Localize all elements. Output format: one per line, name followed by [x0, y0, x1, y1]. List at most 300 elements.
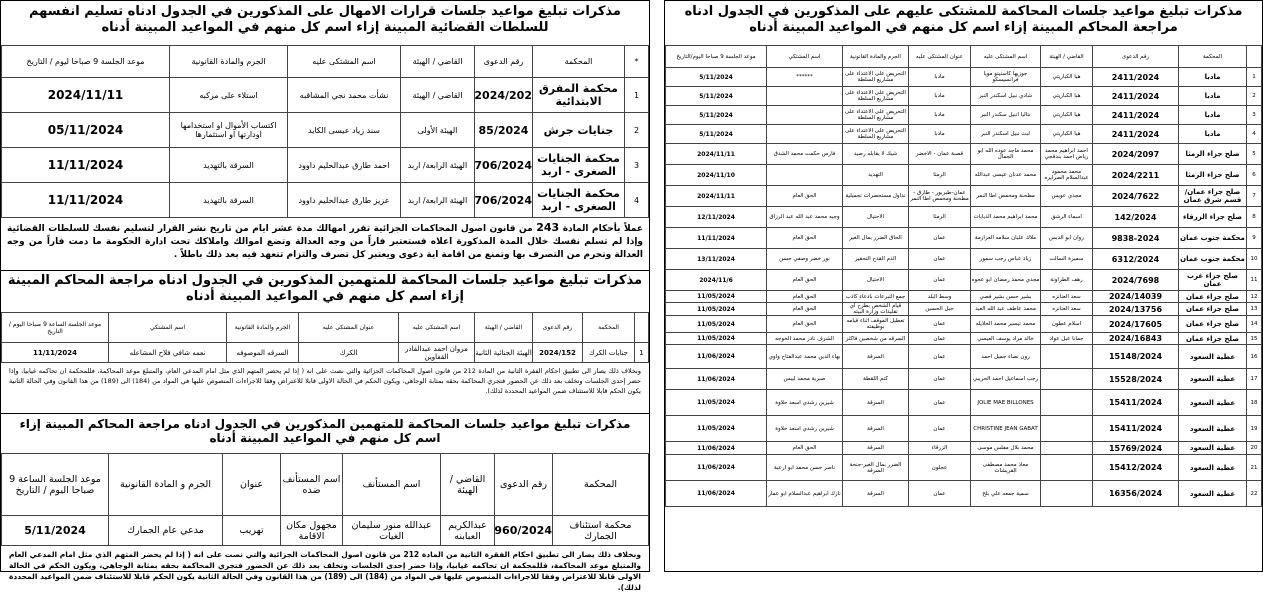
table-cell: عمان	[909, 390, 971, 416]
table-cell: 6312/2024	[1093, 249, 1179, 270]
table-cell: استلاء على مركبه	[170, 78, 288, 113]
table-cell: جوزيها كاسنيتو مويا فرانسيسكو	[971, 68, 1041, 87]
table-cell: 11/11/2024	[2, 183, 170, 218]
table-cell: شادي نبيل اسكندر النبر	[971, 87, 1041, 106]
table-cell: 706/2024	[475, 183, 533, 218]
table-row	[666, 291, 1262, 303]
table-cell: اكتساب الأموال او استخدامها اودارتها او استثمارها	[170, 113, 288, 148]
table-cell: صلح جزاء عمان	[1179, 291, 1247, 303]
table-header: اسم المشتكي	[767, 46, 843, 68]
table-cell: نور خضر وصفي حسن	[767, 249, 843, 270]
table-row	[666, 165, 1262, 186]
table-cell: عطية السعود	[1179, 481, 1247, 507]
s3-title: مذكرات تبليغ مواعيد جلسات المحاكمة للمتهمين المذكورين في الجدول ادناه مراجعة المحاكم المبينة إزاء اسم كل منهم في المواعيد المبينة أدناه	[1, 413, 649, 453]
table-header: المحكمة	[533, 46, 625, 78]
table-cell: ملاك عليان سلامه العزازمة	[971, 228, 1041, 249]
table-cell: عطية السعود	[1179, 390, 1247, 416]
table-cell: 15411/2024	[1093, 390, 1179, 416]
table-cell	[1041, 442, 1093, 455]
table-cell: عبدالله منور سليمان الغيات	[343, 516, 441, 546]
table-header: المحكمة	[1179, 46, 1247, 68]
table-cell: 2411/2024	[1093, 68, 1179, 87]
table-cell: الحق العام	[767, 303, 843, 316]
table-cell	[767, 165, 843, 186]
table-cell: 2411/2024	[1093, 87, 1179, 106]
table-cell: الهيئة الرابعة/ اربد	[401, 148, 475, 183]
table-header: الجرم و المادة القانونية	[109, 454, 223, 516]
table-cell: القاضي / الهيئة	[401, 78, 475, 113]
table-header: الجرم والمادة القانونية	[170, 46, 288, 78]
table-cell: رون نصاء جميل احمد	[971, 345, 1041, 369]
table-cell: عمان	[909, 316, 971, 333]
table-cell: 2024/11/6	[666, 270, 767, 291]
table-header: رقم الدعوى	[533, 313, 583, 343]
table-cell: جبل الحسين	[909, 303, 971, 316]
table-cell: مادبا	[1179, 68, 1247, 87]
table-cell: سعد العنانزه	[1041, 303, 1093, 316]
table-cell: محمد عاطف عبد الله العيد	[971, 303, 1041, 316]
table-cell: عطية السعود	[1179, 416, 1247, 442]
table-header: رقم الدعوى	[475, 46, 533, 78]
table-cell: JOLIE MAE BILLONES	[971, 390, 1041, 416]
table-row	[2, 516, 649, 546]
table-cell: 2024/11/11	[2, 78, 170, 113]
table-cell: نازك ابراهيم عبدالسلام ابو عمار	[767, 481, 843, 507]
table-cell: جنايات جرش	[533, 113, 625, 148]
table-row	[666, 228, 1262, 249]
table-cell: وسط البلد	[909, 291, 971, 303]
table-cell: عطية السعود	[1179, 345, 1247, 369]
table-cell: 960/2024	[495, 516, 553, 546]
table-cell: شيك لا يقابله رصيد	[843, 144, 909, 165]
table-cell: صبرية محمد ليبس	[767, 369, 843, 390]
table-cell: نشأت محمد نجي المشاقبه	[288, 78, 401, 113]
table-cell	[1041, 390, 1093, 416]
table-cell: صلح جزاء الرمثا	[1179, 165, 1247, 186]
table-cell: مطحنة ومحمص اطا النمر	[971, 186, 1041, 207]
table-cell: تعطيل الموقف اثناء قيامه بوظيفته	[843, 316, 909, 333]
table-cell: مادبا	[1179, 106, 1247, 125]
table-cell: 18	[1247, 390, 1262, 416]
table-cell: الهيئة الرابعة/ اربد	[401, 183, 475, 218]
table-row	[2, 343, 649, 363]
table-cell: 14	[1247, 316, 1262, 333]
table-cell: 11/11/2024	[2, 343, 109, 363]
table-cell: اسلام عطون	[1041, 316, 1093, 333]
table-cell: 5/11/2024	[666, 68, 767, 87]
table-cell: جنايات الكرك	[583, 343, 635, 363]
table-cell: 2024/16843	[1093, 333, 1179, 345]
table-row	[2, 183, 649, 218]
table-cell: رجب اسماعيل احمد الحريبي	[971, 369, 1041, 390]
table-header: موعد الجلسة الساعة 9 صباحا اليوم / التاريخ	[2, 454, 109, 516]
table-row	[666, 303, 1262, 316]
table-header: اسم المشتكي	[109, 313, 227, 343]
table-cell: عمان	[909, 369, 971, 390]
table-header: موعد الجلسة 9 صباحا ليوم / التاريخ	[2, 46, 170, 78]
table-cell: خالد مراد يوسف العيسي	[971, 333, 1041, 345]
table-cell: مادبا	[909, 87, 971, 106]
table-cell: 5/11/2024	[2, 516, 109, 546]
table-header: القاضي / الهيئة	[1041, 46, 1093, 68]
table-cell: مادبا	[909, 125, 971, 144]
table-cell: نعمه شافي فلاح المشاعله	[109, 343, 227, 363]
table-cell: 2411/2024	[1093, 125, 1179, 144]
table-cell: 4	[625, 183, 649, 218]
table-cell: قيام الشخص بطرح اي تقليدات وزارة البيئه	[843, 303, 909, 316]
table-header: عنوان المشتكى عليه	[909, 46, 971, 68]
table-cell: مادبا	[909, 106, 971, 125]
table-header: عنوان	[223, 454, 281, 516]
table-cell: 21	[1247, 455, 1262, 481]
table-row	[666, 369, 1262, 390]
table-row	[666, 270, 1262, 291]
table-header: المحكمة	[553, 454, 649, 516]
table-cell: 11/11/2024	[2, 148, 170, 183]
table-cell: محكمة استئناف الجمارك	[553, 516, 649, 546]
table-cell: عمان	[909, 416, 971, 442]
table-cell: 9838-2024	[1093, 228, 1179, 249]
table-cell: كتم اللقطة	[843, 369, 909, 390]
table-cell: التحريض على الاعتداء على مشاريع السلطة	[843, 87, 909, 106]
table-header: اسم المستأنف ضده	[281, 454, 343, 516]
table-cell: فارس حكمت محمد الشدق	[767, 144, 843, 165]
table-cell: 2411/2024	[1093, 106, 1179, 125]
table-cell: الذم القدح التحقير	[843, 249, 909, 270]
table-row	[666, 390, 1262, 416]
table-header: اسم المشتكى عليه	[971, 46, 1041, 68]
table-cell: 1	[1247, 68, 1262, 87]
table-cell: 11/11/2024	[666, 228, 767, 249]
right-notice-panel	[664, 0, 1263, 572]
table-cell: 15528/2024	[1093, 369, 1179, 390]
table-cell: هيا الكباريتي	[1041, 125, 1093, 144]
table-cell: 2024/2211	[1093, 165, 1179, 186]
table-cell: تداول مستحضرات تجميلية	[843, 186, 909, 207]
table-cell: 2	[625, 113, 649, 148]
table-cell: 2024/7622	[1093, 186, 1179, 207]
table-cell: 2024/7698	[1093, 270, 1179, 291]
table-cell	[1041, 416, 1093, 442]
table-cell: جمع التبرعات بادعاء كاذب	[843, 291, 909, 303]
table-cell: 11/06/2024	[666, 442, 767, 455]
table-cell	[1041, 455, 1093, 481]
table-cell: 2	[1247, 87, 1262, 106]
table-cell: 15148/2024	[1093, 345, 1179, 369]
table-cell: صلح جزاء الرمثا	[1179, 144, 1247, 165]
table-cell: 2024/11/11	[666, 186, 767, 207]
s3-table	[1, 453, 649, 546]
table-cell: الحق العام	[767, 228, 843, 249]
table-header: المحكمة	[583, 313, 635, 343]
table-cell: عزيز طارق عبدالحليم داوود	[288, 183, 401, 218]
table-cell: محكمة المفرق الابتدائية	[533, 78, 625, 113]
table-cell: 19	[1247, 416, 1262, 442]
table-cell: التحريض على الاعتداء على مشاريع السلطة	[843, 68, 909, 87]
table-cell: 2024/152	[533, 343, 583, 363]
table-row	[666, 333, 1262, 345]
table-cell: صلح جزاء الزرقاء	[1179, 207, 1247, 228]
s1-title: مذكرات تبليغ مواعيد جلسات قرارات الامهال على المذكورين في الجدول ادناه تسليم انفسهم للسلطات القضائية المبينة إزاء اسم كل منهم في المواعيد المبينة أدناه	[28, 4, 621, 35]
table-cell: مادبا	[1179, 125, 1247, 144]
table-cell: 5/11/2024	[666, 106, 767, 125]
table-cell: عمان	[909, 249, 971, 270]
table-cell: 85/2024	[475, 113, 533, 148]
table-cell: السرقه الموصوفه	[227, 343, 299, 363]
table-cell: هيا الكباريتي	[1041, 87, 1093, 106]
table-header: رقم الدعوى	[1093, 46, 1179, 68]
s1-para-article: 243	[536, 221, 560, 234]
table-cell: وجيه محمد عبد الله عبد الرزاق	[767, 207, 843, 228]
table-cell: 12/11/2024	[666, 207, 767, 228]
table-cell: 11/05/2024	[666, 333, 767, 345]
table-cell: 17	[1247, 369, 1262, 390]
table-cell: 11/06/2024	[666, 455, 767, 481]
table-header	[635, 313, 649, 343]
table-cell: محمد بلال مفلس موسى	[971, 442, 1041, 455]
table-cell: 16	[1247, 345, 1262, 369]
table-cell: الرمثا	[909, 165, 971, 186]
table-cell: معاذ محمد مصطفى القريشات	[971, 455, 1041, 481]
table-cell: 15	[1247, 333, 1262, 345]
table-cell: الزرقاء	[909, 442, 971, 455]
table-row	[666, 249, 1262, 270]
table-cell: السرقة	[843, 442, 909, 455]
table-cell: مجدي محمد رمضان ابو عجوه	[971, 270, 1041, 291]
table-cell: 2024/202	[475, 78, 533, 113]
table-cell: محمد محمود عبدالسلام الصرايره	[1041, 165, 1093, 186]
table-cell: التحريض على الاعتداء على مشاريع السلطة	[843, 125, 909, 144]
table-row	[2, 78, 649, 113]
table-cell: 1	[625, 78, 649, 113]
table-cell: 11/06/2024	[666, 481, 767, 507]
table-cell: الحاق الضرر بمال الغير	[843, 228, 909, 249]
table-cell: لبث نبيل اسكندر النبر	[971, 125, 1041, 144]
table-cell: 15412/2024	[1093, 455, 1179, 481]
table-cell: شيرين رشدي اسعد حلاوة	[767, 390, 843, 416]
table-cell	[767, 87, 843, 106]
s2-notice-paragraph: وبخلاف ذلك يصار الى تطبيق احكام الفقرة الثانية من المادة 212 من قانون اصول المحاكمات الجزائية والتي نصت على انه ( إذا لم يحضر المتهم الذي مثل امام المدعي العام، والمتبلغ موعد المحاكمة، فللمحكمة ان تحاكمه غيابيا، وإذا حضر إحدى الجلسات وتخلف بعد ذلك عن الحضور فتجري المحاكمة بحقه بمثابة الوجاهي، ويكون الحكم في الحالة الاولى قابلا للاعتراض وفقا للاجراءات المنصوص عليها في المواد من (184) الى (189) من هذا القانون وفي الحالة الثانية يكون الحكم قابلا للاستئناف ضمن المواعيد المحددة لذلك).	[9, 367, 641, 395]
table-cell: الشرف نادر محمد الخوجه	[767, 333, 843, 345]
table-cell	[767, 106, 843, 125]
s1-para-pre: عملاً بأحكام المادة	[559, 224, 643, 234]
table-header: عنوان المشتكى عليه	[299, 313, 399, 343]
table-cell: 15411/2024	[1093, 416, 1179, 442]
table-cell: رهف الطراونة	[1041, 270, 1093, 291]
table-cell: عمان	[909, 481, 971, 507]
table-cell: عمان	[909, 333, 971, 345]
table-cell: سند زياد عيسى الكايد	[288, 113, 401, 148]
table-cell: جمانا عبل عواد	[1041, 333, 1093, 345]
s2-title: مذكرات تبليغ مواعيد جلسات المحاكمة للمتهمين المذكورين في الجدول ادناه مراجعة المحاكم المبينة إزاء اسم كل منهم في المواعيد المبينة أدناه	[1, 270, 649, 312]
table-cell: التحريض على الاعتداء على مشاريع السلطة	[843, 106, 909, 125]
table-header: رقم الدعوى	[495, 454, 553, 516]
table-cell: محكمة الجنايات الصغرى - اربد	[533, 148, 625, 183]
table-cell: مادبا	[1179, 87, 1247, 106]
table-cell: شيرين رشدي اسعد حلاوة	[767, 416, 843, 442]
table-cell: الرمثا	[909, 207, 971, 228]
table-cell: محمد تيسير محمد الخلايله	[971, 316, 1041, 333]
table-cell	[1041, 481, 1093, 507]
table-cell: السرقة بالتهديد	[170, 183, 288, 218]
table-header: القاضي / الهيئة	[401, 46, 475, 78]
table-cell: سعد العنانزه	[1041, 291, 1093, 303]
table-cell: صلح جزاء عمان	[1179, 333, 1247, 345]
table-cell: ناصر حسن محمد ابو ارعية	[767, 455, 843, 481]
table-cell: 2024/14039	[1093, 291, 1179, 303]
table-cell: 05/11/2024	[2, 113, 170, 148]
table-cell: 11/05/2024	[666, 303, 767, 316]
right-title: مذكرات تبليغ مواعيد جلسات المحاكمة للمشتكى عليهم على المذكورين في الجدول ادناه مراجعة المحاكم المبينة إزاء اسم كل منهم في المواعيد المبينة أدناه	[684, 4, 1243, 35]
table-row	[666, 144, 1262, 165]
table-cell: الحق العام	[767, 316, 843, 333]
table-cell: الاحتيال	[843, 207, 909, 228]
table-cell: 142/2024	[1093, 207, 1179, 228]
table-cell: الحق العام	[767, 291, 843, 303]
table-cell: مدعي عام الجمارك	[109, 516, 223, 546]
table-cell: محكمة جنوب عمان	[1179, 249, 1247, 270]
table-cell: 20	[1247, 442, 1262, 455]
table-cell: السرقه من شخصين فاكثر	[843, 333, 909, 345]
table-header: القاضي / الهيئة	[475, 313, 533, 343]
table-row	[666, 455, 1262, 481]
table-header: الجرم والمادة القانونية	[227, 313, 299, 343]
table-cell: 6	[1247, 165, 1262, 186]
s1-para-post: من قانون اصول المحاكمات الجزائية تقرر امهالك مدة عشر ايام من تاريخ نشر القرار لتسليم نفسك للسلطات القضائية وإذا لم تسلم نفسك خلال المدة المذكورة اعلاه فستعتبر فاراً من وجه العدالة وتضع اموالك واملاكك تحت ادارة الحكومة ما دمت فاراً من وجه العدالة وتحرم من التصرف بها وتمنع من اقامة اية دعوى ويعتبر كل تصرف والتزام تتعهد فيه بعد ذلك باطلاً .	[7, 224, 643, 260]
table-cell: صلح جزاء عمان	[1179, 303, 1247, 316]
table-cell: سميرة السالت	[1041, 249, 1093, 270]
table-cell	[767, 125, 843, 144]
table-cell: محمد ماجد عوده الله ابو الجمال	[971, 144, 1041, 165]
table-row	[666, 106, 1262, 125]
table-cell: 22	[1247, 481, 1262, 507]
table-cell: قصبة عمان - الاخضر	[909, 144, 971, 165]
table-cell: ******	[767, 68, 843, 87]
table-cell: تهريب	[223, 516, 281, 546]
table-cell: السرقة	[843, 390, 909, 416]
table-cell: 2024/11/10	[666, 165, 767, 186]
table-header: الجرم والمادة القانونية	[843, 46, 909, 68]
table-cell: الهيئة الأولى	[401, 113, 475, 148]
table-cell: السرقة	[843, 481, 909, 507]
s1-table	[1, 45, 649, 218]
table-cell: 11	[1247, 270, 1262, 291]
table-header	[1247, 46, 1262, 68]
table-cell: 5	[1247, 144, 1262, 165]
s1-notice-paragraph	[1, 218, 649, 270]
table-cell: زياد عباس رجب سمور	[971, 249, 1041, 270]
table-row	[2, 113, 649, 148]
table-cell: 5/11/2024	[666, 87, 767, 106]
table-cell: مروان احمد عبدالقادر القفاوين	[399, 343, 475, 363]
table-cell: 7	[1247, 186, 1262, 207]
table-cell: الحق العام	[767, 186, 843, 207]
table-cell: صلح جزاء غرب عمان	[1179, 270, 1247, 291]
table-cell: 2024/11/11	[666, 144, 767, 165]
right-table	[665, 45, 1262, 507]
table-cell: 706/2024	[475, 148, 533, 183]
table-cell	[1041, 369, 1093, 390]
table-cell: CHRISTINE JEAN GABAT	[971, 416, 1041, 442]
table-cell: التهديد	[843, 165, 909, 186]
table-header: موعد الجلسة الساعة 9 صباحا اليوم / التاريخ	[2, 313, 109, 343]
table-cell: 11/05/2024	[666, 291, 767, 303]
table-row	[666, 481, 1262, 507]
table-cell: الهيئة الجنائية الثانية	[475, 343, 533, 363]
table-cell: 11/06/2024	[666, 345, 767, 369]
table-cell: عطية السعود	[1179, 369, 1247, 390]
table-cell: 15769/2024	[1093, 442, 1179, 455]
table-cell: عمان-طبربور - طارق - مطحنة ومحمص اطا النمر	[909, 186, 971, 207]
table-cell: عمان	[909, 345, 971, 369]
table-cell: احمد طارق عبدالحليم داوود	[288, 148, 401, 183]
table-cell: 3	[1247, 106, 1262, 125]
table-cell: 10	[1247, 249, 1262, 270]
table-cell: محمد عدنان عيسى عبدالله	[971, 165, 1041, 186]
table-cell: هيا الكباريتي	[1041, 106, 1093, 125]
table-cell: 11/06/2024	[666, 369, 767, 390]
table-cell: 8	[1247, 207, 1262, 228]
table-cell: عطية السعود	[1179, 442, 1247, 455]
table-cell: 12	[1247, 291, 1262, 303]
table-row	[666, 125, 1262, 144]
table-cell: 13	[1247, 303, 1262, 316]
table-cell: 9	[1247, 228, 1262, 249]
table-cell: عمان	[909, 228, 971, 249]
table-header: *	[625, 46, 649, 78]
table-row	[666, 416, 1262, 442]
table-row	[666, 442, 1262, 455]
table-cell: سمية جمعه علي بلح	[971, 481, 1041, 507]
table-cell: عطية السعود	[1179, 455, 1247, 481]
table-row	[666, 68, 1262, 87]
table-cell: السرقة	[843, 345, 909, 369]
table-cell: الاحتيال	[843, 270, 909, 291]
table-header: اسم المستأنف	[343, 454, 441, 516]
table-cell: السرقة	[843, 416, 909, 442]
table-row	[666, 186, 1262, 207]
table-cell: 13/11/2024	[666, 249, 767, 270]
table-cell: عمان	[909, 270, 971, 291]
table-cell: مجهول مكان الاقامة	[281, 516, 343, 546]
table-cell: 2024/2097	[1093, 144, 1179, 165]
table-cell: مجدي عويس	[1041, 186, 1093, 207]
table-cell: محكمة الجنايات الصغرى - اربد	[533, 183, 625, 218]
table-cell: احمد ابراهيم محمد رياض احمد بندقجي	[1041, 144, 1093, 165]
table-cell: عبدالكريم العبابنه	[441, 516, 495, 546]
table-cell: بشير حسن بشير قصي	[971, 291, 1041, 303]
table-cell: 3	[625, 148, 649, 183]
table-cell: اسماء الرشق	[1041, 207, 1093, 228]
table-row	[666, 345, 1262, 369]
table-cell: 2024/13756	[1093, 303, 1179, 316]
table-header: القاضي / الهيئة	[441, 454, 495, 516]
table-cell: هيا الكباريتي	[1041, 68, 1093, 87]
table-cell: 4	[1247, 125, 1262, 144]
table-cell: بهاء الدين محمد عبدالفتاح واوي	[767, 345, 843, 369]
table-header: موعد الجلسة 9 صباحا اليوم/التاريخ	[666, 46, 767, 68]
table-row	[2, 148, 649, 183]
table-cell: الكرك	[299, 343, 399, 363]
table-row	[666, 87, 1262, 106]
table-cell: 5/11/2024	[666, 125, 767, 144]
table-row	[666, 316, 1262, 333]
table-cell: عجلون	[909, 455, 971, 481]
table-cell: مادبا	[909, 68, 971, 87]
table-header: اسم المشتكى عليه	[399, 313, 475, 343]
table-header: اسم المشتكى عليه	[288, 46, 401, 78]
s2-table	[1, 312, 649, 363]
